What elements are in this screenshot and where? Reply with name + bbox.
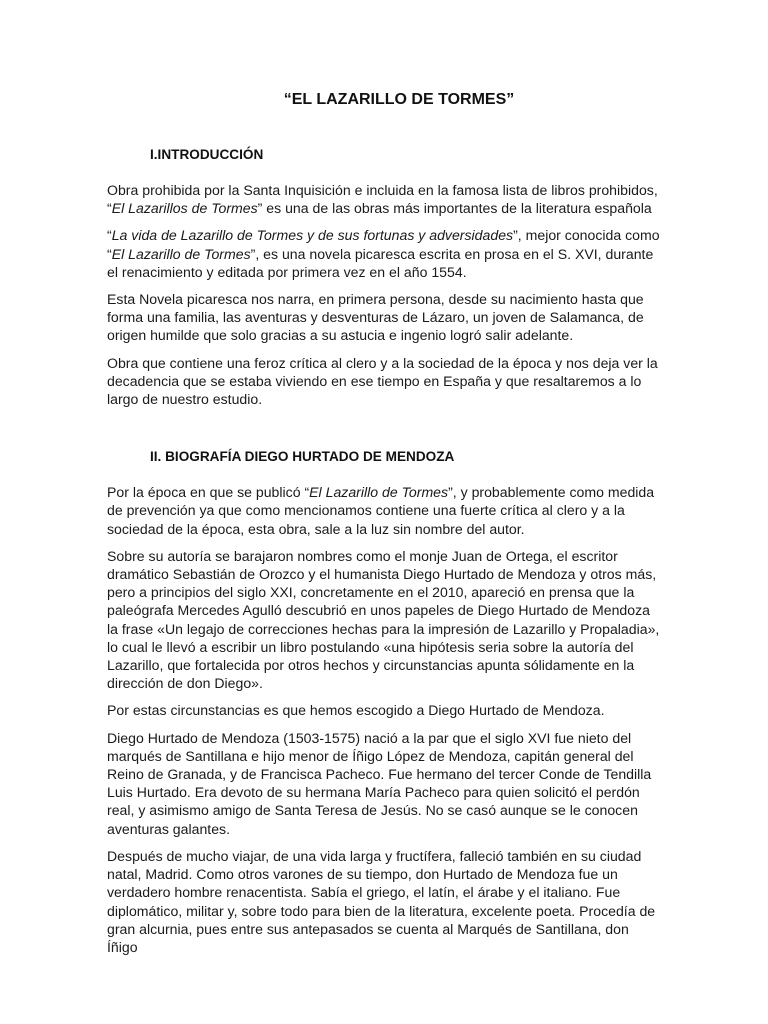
paragraph xyxy=(107,729,663,838)
italic-title-text: La vida de Lazarillo de Tormes y de sus fortunas y adversidades xyxy=(111,227,514,244)
paragraph-text: ”, es una novela picaresca escrita en prosa en el S. XVI, durante el renacimiento y editada por primera vez en el año 1554. xyxy=(107,245,654,280)
italic-title-text: El Lazarillos de Tormes xyxy=(111,200,258,217)
paragraph xyxy=(107,847,663,956)
paragraph xyxy=(107,181,663,217)
paragraph-text: “ xyxy=(107,227,112,244)
paragraph-text: Después de mucho viajar, de una vida larga y fructífera, falleció también en su ciudad natal, Madrid. Como otros varones de su tiempo, don Hurtado de Mendoza fue un verdadero hombre renacentista. Sabía el griego, el latín, el árabe y el italiano. Fue diplomático, militar y, sobre todo para bien de la literatura, excelente poeta. Procedía de gran alcurnia, pues entre sus antepasados se cuenta al Marqués de Santillana, don Íñigo xyxy=(107,847,656,955)
italic-title-text: El Lazarillo de Tormes xyxy=(111,245,251,262)
paragraph-text: Sobre su autoría se barajaron nombres como el monje Juan de Ortega, el escritor dramático Sebastián de Orozco y el humanista Diego Hurtado de Mendoza y otros más, pero a principios del siglo XXI, concretamente en el 2010, apareció en prensa que la paleógrafa Mercedes Agulló descubrió en unos papeles de Diego Hurtado de Mendoza la frase «Un legajo de correcciones hechas para la impresión de Lazarillo y Propaladia», lo cual le llevó a escribir un libro postulando «una hipótesis seria sobre la autoría del Lazarillo, que fortalecida por otros hechos y circunstancias apunta sólidamente en la dirección de don Diego». xyxy=(107,547,660,692)
document-body xyxy=(107,90,663,965)
document-title: “EL LAZARILLO DE TORMES” xyxy=(283,91,515,108)
paragraph xyxy=(107,483,663,538)
section-heading-introduccion: I.INTRODUCCIÓN xyxy=(150,147,264,162)
paragraph-text: Por la época en que se publicó “ xyxy=(107,484,310,501)
paragraph xyxy=(107,226,663,281)
paragraph-text: Diego Hurtado de Mendoza (1503-1575) nació a la par que el siglo XVI fue nieto del marqués de Santillana e hijo menor de Íñigo López de Mendoza, capitán general del Reino de Granada, y de Francisca Pacheco. Fue hermano del tercer Conde de Tendilla Luis Hurtado. Era devoto de su hermana María Pacheco para quien solicitó el perdón real, y asimismo amigo de Santa Teresa de Jesús. No se casó aunque se le conocen aventuras galantes. xyxy=(107,729,652,837)
section-heading-biografia: II. BIOGRAFÍA DIEGO HURTADO DE MENDOZA xyxy=(150,449,455,465)
paragraph-text: ” es una de las obras más importantes de la literatura española xyxy=(257,200,652,217)
italic-title-text: El Lazarillo de Tormes xyxy=(309,484,449,501)
paragraph-text: Obra que contiene una feroz crítica al clero y a la sociedad de la época y nos deja ver la decadencia que se estaba viviendo en ese tiempo en España y que resaltaremos a lo largo de nuestro estudio. xyxy=(107,354,658,408)
paragraph-text: Esta Novela picaresca nos narra, en primera persona, desde su nacimiento hasta que forma una familia, las aventuras y desventuras de Lázaro, un joven de Salamanca, de origen humilde que solo gracias a su astucia e ingenio logró salir adelante. xyxy=(107,291,644,344)
paragraph-text: Por estas circunstancias es que hemos escogido a Diego Hurtado de Mendoza. xyxy=(107,702,605,719)
paragraph-text: ”, mejor conocida como “ xyxy=(107,227,660,262)
paragraph xyxy=(107,547,663,693)
paragraph xyxy=(107,701,663,719)
paragraph-text: ”, y probablemente como medida de prevención ya que como mencionamos contiene una fuerte crítica al clero y a la sociedad de la época, esta obra, sale a la luz sin nombre del autor. xyxy=(107,484,655,537)
paragraph xyxy=(107,354,663,409)
paragraph xyxy=(107,290,663,345)
paragraph-text: Obra prohibida por la Santa Inquisición e incluida en la famosa lista de libros prohibidos, “ xyxy=(107,182,658,217)
section-spacer xyxy=(107,417,663,448)
